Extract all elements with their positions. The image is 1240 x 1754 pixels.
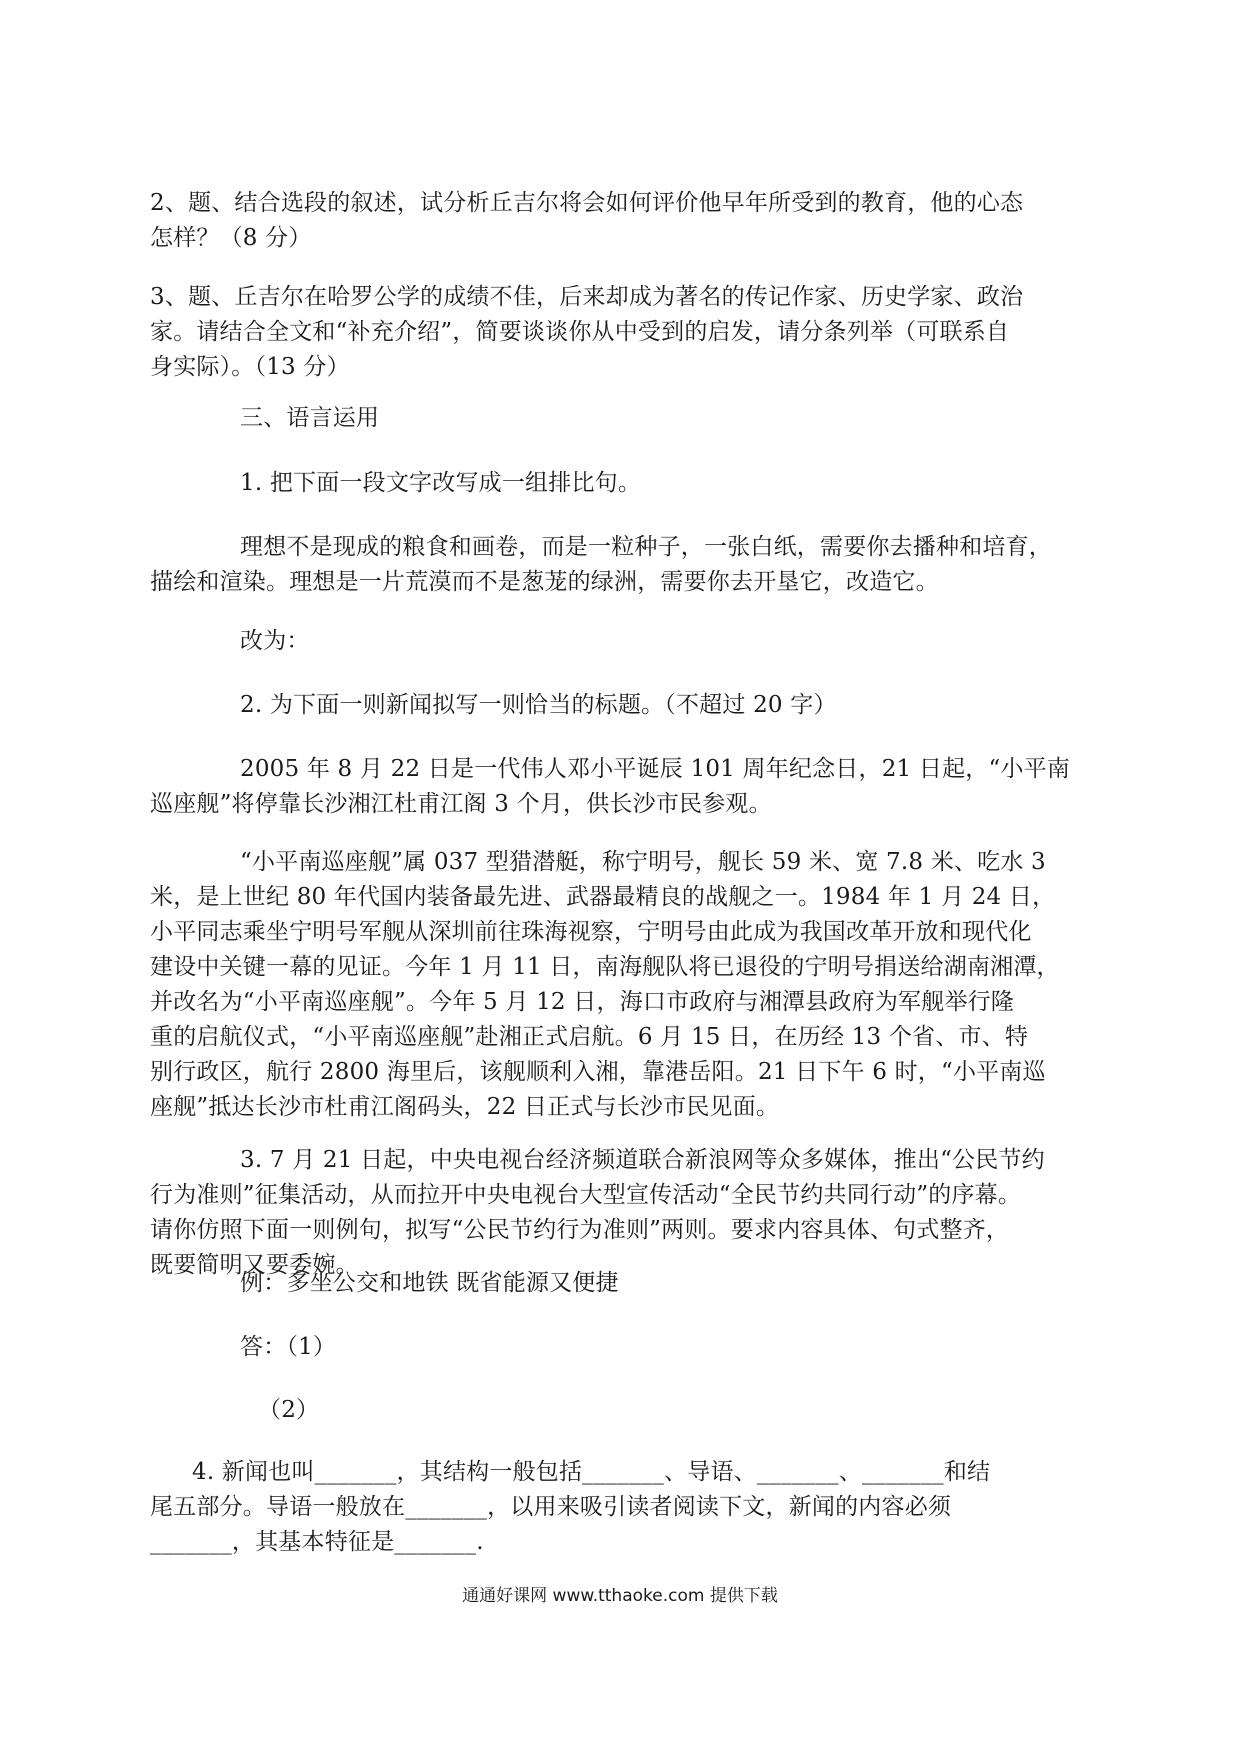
item-2-news-para-2 — [150, 845, 1060, 1125]
item-1-passage-line: 描绘和渲染。理想是一片荒漠而不是葱茏的绿洲，需要你去开垦它，改造它。 — [150, 569, 939, 595]
item-4 — [150, 1455, 990, 1560]
question-3 — [150, 280, 1023, 385]
item-3-prompt-line: 既要简明又要委婉。 — [150, 1252, 359, 1278]
item-3-prompt — [150, 1143, 1045, 1283]
item-3-prompt-line: 行为准则”征集活动，从而拉开中央电视台大型宣传活动“全民节约共同行动”的序幕。 — [150, 1182, 1022, 1208]
news-line: 并改名为“小平南巡座舰”。今年 5 月 12 日，海口市政府与湘潭县政府为军舰举行隆 — [150, 989, 1015, 1015]
news-line: 建设中关键一幕的见证。今年 1 月 11 日，南海舰队将已退役的宁明号捐送给湖南湘潭， — [150, 954, 1060, 980]
item-3-prompt-line: 请你仿照下面一则例句，拟写“公民节约行为准则”两则。要求内容具体、句式整齐， — [150, 1217, 1010, 1243]
news-line: 别行政区，航行 2800 海里后，该舰顺利入湘，靠港岳阳。21 日下午 6 时，“小平南巡 — [150, 1059, 1046, 1085]
news-line: 2005 年 8 月 22 日是一代伟人邓小平诞辰 101 周年纪念日，21 日起，“小平南 — [240, 756, 1071, 782]
question-2-line: 2、题、结合选段的叙述，试分析丘吉尔将会如何评价他早年所受到的教育，他的心态 — [150, 190, 1024, 216]
item-4-line: 尾五部分。导语一般放在_______，以用来吸引读者阅读下文，新闻的内容必须 — [150, 1494, 952, 1520]
news-line: 米，是上世纪 80 年代国内装备最先进、武器最精良的战舰之一。1984 年 1 月 24 日， — [150, 884, 1056, 910]
news-line: 巡座舰”将停靠长沙湘江杜甫江阁 3 个月，供长沙市民参观。 — [150, 791, 772, 817]
question-2 — [150, 186, 1023, 256]
item-1-passage — [150, 530, 1052, 600]
question-3-line: 3、题、丘吉尔在哈罗公学的成绩不佳，后来却成为著名的传记作家、历史学家、政治 — [150, 284, 1024, 310]
question-3-line: 家。请结合全文和“补充介绍”，简要谈谈你从中受到的启发，请分条列举（可联系自 — [150, 319, 1010, 345]
news-line: 小平同志乘坐宁明号军舰从深圳前往珠海视察，宁明号由此成为我国改革开放和现代化 — [150, 919, 1032, 945]
question-3-line: 身实际）。（13 分） — [150, 354, 350, 380]
item-3-answer-1: 答：（1） — [240, 1334, 337, 1360]
item-4-line: 4. 新闻也叫_______，其结构一般包括_______、导语、_______、_______和结 — [192, 1459, 991, 1485]
section-heading: 三、语言运用 — [240, 405, 380, 431]
item-3-prompt-line: 3. 7 月 21 日起，中央电视台经济频道联合新浪网等众多媒体，推出“公民节约 — [240, 1147, 1045, 1173]
item-3-example: 例：多坐公交和地铁 既省能源又便捷 — [240, 1270, 619, 1296]
item-1-passage-line: 理想不是现成的粮食和画卷，而是一粒种子，一张白纸，需要你去播种和培育， — [240, 534, 1052, 560]
item-4-line: _______，其基本特征是_______. — [150, 1529, 484, 1555]
item-1-answer-label: 改为： — [240, 628, 310, 654]
item-1-prompt: 1. 把下面一段文字改写成一组排比句。 — [240, 470, 642, 496]
news-line: 座舰”抵达长沙市杜甫江阁码头，22 日正式与长沙市民见面。 — [150, 1094, 780, 1120]
item-2-prompt: 2. 为下面一则新闻拟写一则恰当的标题。（不超过 20 字） — [240, 692, 837, 718]
item-3-answer-2: （2） — [258, 1397, 320, 1423]
news-line: “小平南巡座舰”属 037 型猎潜艇，称宁明号，舰长 59 米、宽 7.8 米、吃水 3 — [240, 849, 1046, 875]
news-line: 重的启航仪式，“小平南巡座舰”赴湘正式启航。6 月 15 日，在历经 13 个省、市、特 — [150, 1024, 1029, 1050]
question-2-line: 怎样？（8 分） — [150, 225, 312, 251]
page-footer: 通通好课网 www.tthaoke.com 提供下载 — [462, 1586, 778, 1606]
item-2-news-para-1 — [150, 752, 1070, 822]
